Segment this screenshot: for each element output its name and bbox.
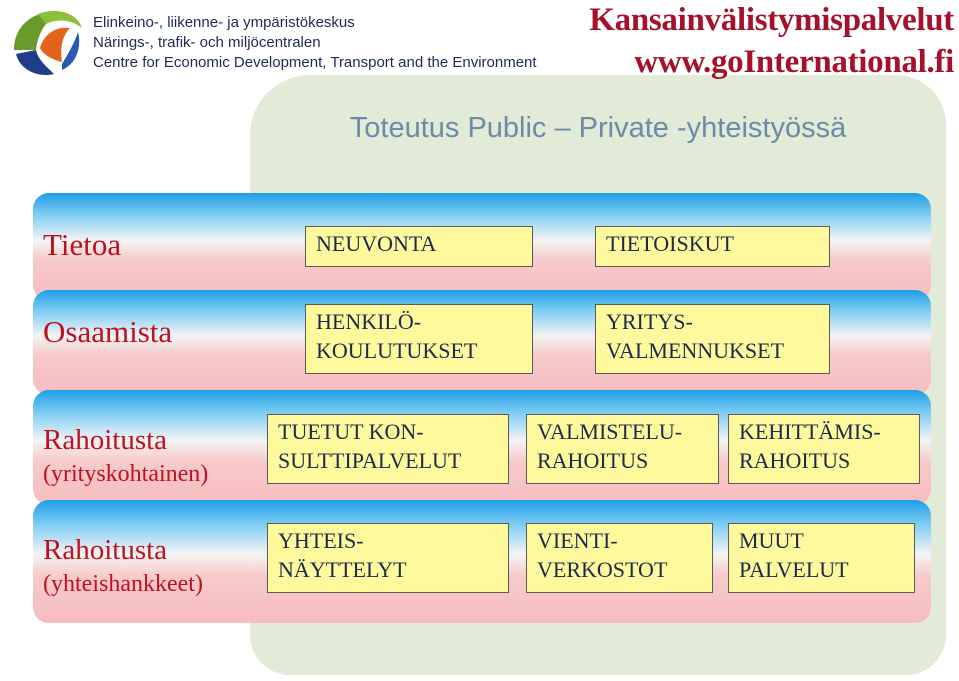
row-label-osaamista: Osaamista (43, 314, 173, 349)
org-name-english: Centre for Economic Development, Transport and the Environment (93, 54, 537, 71)
service-box-muut-palvelut: MUUT PALVELUT (728, 523, 915, 593)
page-subtitle: Toteutus Public – Private -yhteistyössä (349, 112, 847, 144)
ely-centre-logo-icon (8, 4, 84, 78)
row-sublabel-yrityskohtainen: (yrityskohtainen) (43, 460, 209, 487)
brand-url[interactable]: www.goInternational.fi (634, 44, 954, 80)
service-box-yritysvalmennukset: YRITYS- VALMENNUKSET (595, 304, 830, 374)
brand-title: Kansainvälistymispalvelut (589, 2, 954, 38)
org-name-swedish: Närings-, trafik- och miljöcentralen (93, 34, 321, 51)
org-name-finnish: Elinkeino-, liikenne- ja ympäristökeskus (93, 14, 355, 31)
row-label-tietoa: Tietoa (43, 227, 122, 262)
service-box-neuvonta: NEUVONTA (305, 226, 533, 267)
row-label-rahoitusta-yrityskohtainen: Rahoitusta (yrityskohtainen) (43, 424, 209, 487)
service-box-kehittamisrahoitus: KEHITTÄMIS- RAHOITUS (728, 414, 920, 484)
row-label-rahoitusta-yhteishankkeet: Rahoitusta (yhteishankkeet) (43, 534, 203, 597)
service-box-tuetut-konsulttipalvelut: TUETUT KON- SULTTIPALVELUT (267, 414, 509, 484)
service-box-henkilokoulutukset: HENKILÖ- KOULUTUKSET (305, 304, 533, 374)
service-box-tietoiskut: TIETOISKUT (595, 226, 830, 267)
service-box-yhteisnayttelyt: YHTEIS- NÄYTTELYT (267, 523, 509, 593)
service-box-valmistelurahoitus: VALMISTELU- RAHOITUS (526, 414, 719, 484)
service-box-vientiverkostot: VIENTI- VERKOSTOT (526, 523, 713, 593)
row-sublabel-yhteishankkeet: (yhteishankkeet) (43, 570, 203, 597)
